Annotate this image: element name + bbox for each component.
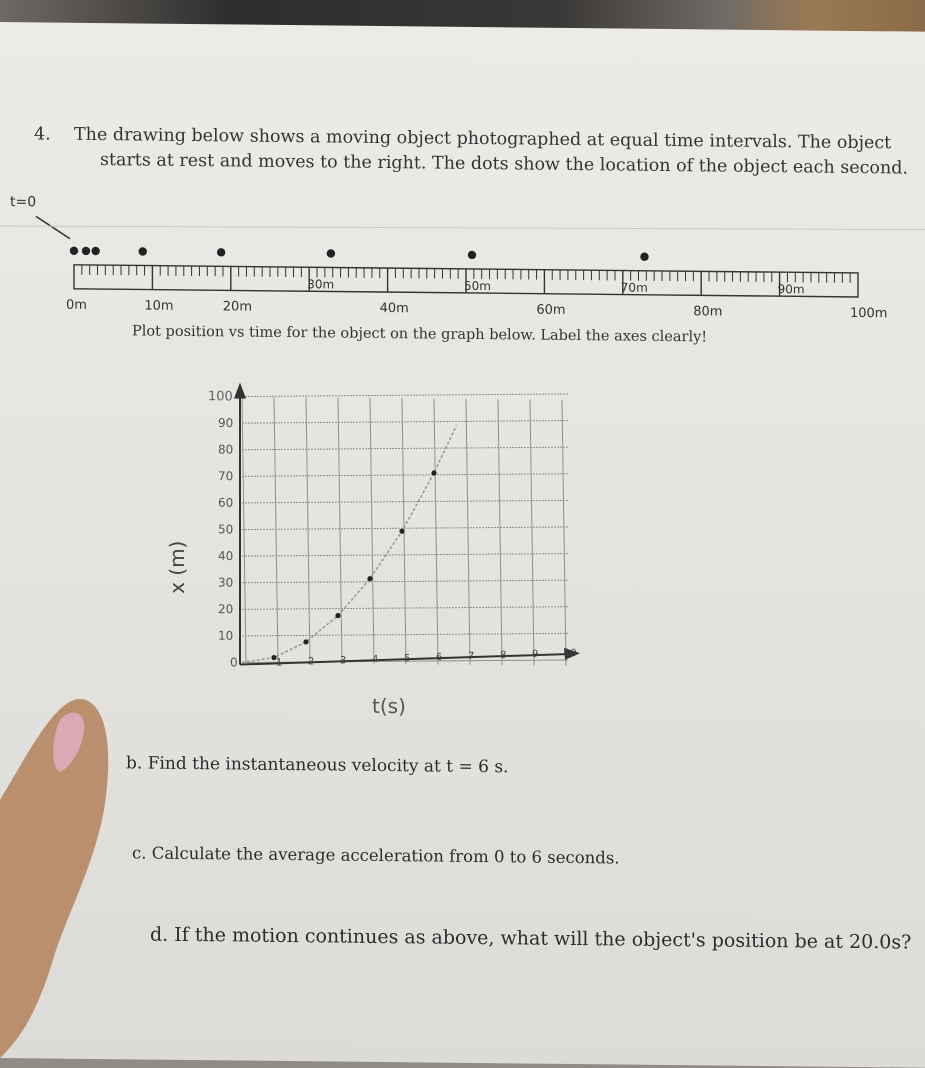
x-tick-label: 5 — [404, 653, 411, 665]
grid-line-vertical — [562, 400, 566, 666]
x-tick-label: 3 — [340, 655, 347, 667]
position-dot — [139, 247, 147, 255]
position-dot — [217, 248, 225, 256]
motion-diagram — [0, 212, 925, 332]
grid-line-horizontal — [242, 524, 568, 533]
grid-line-vertical — [306, 397, 310, 663]
grid-line-vertical — [274, 397, 278, 663]
position-dot — [468, 251, 476, 259]
meter-stick-label: 0m — [66, 297, 87, 313]
grid-line-vertical — [434, 399, 438, 665]
y-tick-labels — [218, 416, 238, 670]
x-tick-label: 7 — [468, 651, 475, 663]
meter-stick-inline-label: 30m — [307, 277, 335, 292]
t0-pointer-line — [36, 216, 70, 238]
y-top-label: 100 — [208, 389, 233, 405]
question-number: 4. — [34, 124, 51, 145]
grid-line-horizontal — [242, 417, 568, 426]
x-tick-label: 9 — [532, 648, 539, 661]
y-axis-title: x (m) — [165, 540, 189, 594]
grid-line-horizontal — [242, 550, 568, 559]
meter-stick-label: 80m — [693, 304, 723, 320]
x-tick-label: 8 — [500, 650, 507, 662]
x-tick-label: 6 — [436, 652, 443, 664]
position-dot — [82, 247, 90, 255]
question-part-b: b. Find the instantaneous velocity at t = 6 s. — [126, 753, 509, 778]
paper-fold-line — [0, 220, 925, 236]
position-dot — [640, 253, 648, 261]
position-dot — [327, 249, 335, 257]
question-text-line1: The drawing below shows a moving object photographed at equal time intervals. The object — [74, 124, 892, 154]
y-tick-label: 70 — [218, 469, 234, 484]
meter-stick-label: 10m — [144, 298, 174, 314]
meter-stick-inline-label: 70m — [620, 280, 648, 295]
y-tick-label: 80 — [218, 442, 234, 457]
meter-stick-label: 60m — [536, 302, 566, 318]
meter-stick-label: 40m — [379, 300, 409, 317]
grid-line-horizontal — [242, 391, 568, 400]
y-tick-label: 90 — [218, 415, 234, 431]
fitted-curve — [242, 423, 456, 668]
y-tick-label: 60 — [218, 495, 234, 510]
question-part-d: d. If the motion continues as above, what will the object's position be at 20.0s? — [150, 923, 912, 954]
meter-stick-label: 100m — [850, 305, 888, 322]
question-text-line2: starts at rest and moves to the right. The dots show the location of the object each second. — [100, 150, 908, 179]
grid-line-vertical — [338, 398, 342, 664]
meter-stick-inline-label: 90m — [777, 282, 805, 297]
grid-line-vertical — [530, 400, 534, 666]
y-tick-label: 50 — [218, 522, 234, 537]
grid-line-horizontal — [242, 497, 568, 506]
grid-line-horizontal — [242, 630, 568, 639]
x-tick-label: 4 — [372, 654, 379, 666]
question-4-prompt — [34, 122, 908, 179]
x-axis-title: t(s) — [372, 693, 406, 719]
position-dot — [91, 247, 99, 255]
position-dots — [70, 247, 649, 261]
plotted-points — [271, 469, 436, 665]
y-axis-arrow — [234, 382, 246, 398]
grid-line-vertical — [466, 399, 470, 665]
y-tick-label: 10 — [218, 628, 234, 643]
graph-grid — [242, 391, 568, 669]
grid-line-vertical — [498, 399, 502, 665]
position-time-graph — [160, 374, 600, 689]
plot-instruction: Plot position vs time for the object on the graph below. Label the axes clearly! — [132, 323, 708, 346]
position-dot — [70, 247, 78, 255]
meter-stick-inline-label: 50m — [464, 278, 491, 294]
y-tick-label: 20 — [218, 602, 234, 617]
x-tick-label: 2 — [308, 656, 315, 668]
grid-line-horizontal — [242, 470, 568, 479]
t0-label: t=0 — [10, 194, 37, 211]
y-tick-label: 0 — [230, 655, 238, 670]
grid-line-vertical — [370, 398, 374, 664]
question-part-c: c. Calculate the average acceleration from 0 to 6 seconds. — [132, 843, 620, 868]
y-tick-label: 40 — [218, 548, 234, 564]
meter-stick-label: 20m — [222, 299, 253, 315]
x-tick-label: 10 — [564, 647, 577, 660]
x-tick-label: 1 — [276, 657, 283, 669]
y-tick-label: 30 — [218, 575, 234, 590]
thumb-finger — [0, 690, 140, 1058]
grid-line-horizontal — [242, 444, 568, 453]
